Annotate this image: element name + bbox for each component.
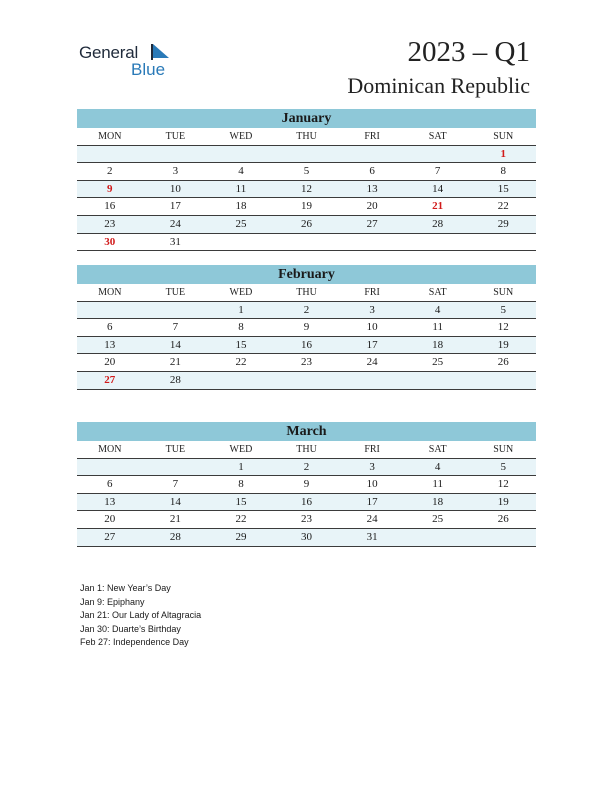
day-cell: 15 [235, 495, 247, 508]
week-row [77, 494, 536, 512]
week-row [77, 459, 536, 477]
weekday-label: THU [296, 287, 317, 298]
day-cell: 5 [500, 303, 506, 316]
day-cell: 24 [169, 217, 181, 230]
day-cell: 8 [500, 165, 506, 178]
week-row [77, 319, 536, 337]
week-row [77, 146, 536, 164]
day-cell: 10 [366, 321, 378, 334]
day-cell: 30 [301, 530, 313, 543]
day-cell: 4 [434, 460, 441, 473]
empty-day-cell [208, 234, 274, 251]
day-cell: 26 [497, 513, 509, 526]
weekday-label: THU [296, 444, 317, 455]
day-cell: 7 [172, 321, 179, 334]
logo-triangle-icon [151, 44, 171, 62]
day-cell: 17 [169, 200, 181, 213]
weekday-label: TUE [165, 444, 186, 455]
empty-day-cell [143, 146, 209, 163]
empty-day-cell [339, 234, 405, 251]
day-cell: 18 [432, 495, 444, 508]
month-header: February [77, 265, 536, 284]
week-row [77, 163, 536, 181]
day-cell: 13 [366, 182, 378, 195]
day-cell: 11 [235, 182, 247, 195]
day-cell: 28 [432, 217, 444, 230]
day-cell: 19 [497, 338, 509, 351]
country-name: Dominican Republic [347, 73, 530, 98]
day-cell: 31 [169, 235, 181, 248]
day-cell: 23 [301, 356, 313, 369]
empty-day-cell [274, 234, 340, 251]
day-cell: 20 [366, 200, 378, 213]
day-cell: 15 [235, 338, 247, 351]
weeks [77, 459, 536, 547]
day-cell: 6 [107, 321, 113, 334]
weekday-label: MON [98, 444, 122, 455]
month-january [77, 109, 536, 251]
empty-day-cell [208, 146, 274, 163]
weekday-label: SUN [493, 287, 514, 298]
empty-day-cell [470, 529, 536, 546]
day-cell: 22 [497, 200, 509, 213]
day-cell: 11 [432, 478, 443, 491]
day-cell: 16 [104, 200, 116, 213]
day-cell: 3 [369, 460, 375, 473]
holiday-note: Jan 21: Our Lady of Altagracia [80, 610, 202, 620]
day-cell: 4 [238, 165, 244, 178]
weekday-label: SUN [493, 131, 514, 142]
weekday-label: SAT [428, 287, 447, 298]
day-cell: 21 [169, 513, 181, 526]
day-cell: 26 [301, 217, 313, 230]
day-cell: 12 [301, 182, 313, 195]
weekday-label: MON [98, 287, 122, 298]
day-cell: 12 [497, 478, 509, 491]
day-cell: 19 [301, 200, 313, 213]
week-row [77, 511, 536, 529]
logo-word-general: General [79, 43, 139, 62]
day-cell: 19 [497, 495, 509, 508]
week-row [77, 216, 536, 234]
empty-day-cell [274, 146, 340, 163]
day-cell: 17 [366, 338, 378, 351]
month-header: January [77, 109, 536, 128]
weeks [77, 302, 536, 390]
weeks [77, 146, 536, 252]
week-row [77, 302, 536, 320]
empty-day-cell [470, 372, 536, 389]
day-cell: 22 [235, 513, 247, 526]
week-row [77, 234, 536, 252]
holiday-day-cell: 27 [104, 373, 116, 386]
weekday-label: FRI [364, 131, 380, 142]
empty-day-cell [77, 146, 143, 163]
day-cell: 5 [500, 460, 506, 473]
weekday-label: WED [229, 131, 253, 142]
empty-day-cell [143, 302, 209, 319]
day-cell: 13 [104, 495, 116, 508]
day-cell: 27 [366, 217, 378, 230]
weekday-label: FRI [364, 444, 380, 455]
month-header: March [77, 422, 536, 441]
day-cell: 12 [497, 321, 509, 334]
month-march [77, 422, 536, 547]
day-cell: 10 [366, 478, 378, 491]
day-cell: 24 [366, 513, 378, 526]
day-cell: 9 [303, 478, 310, 491]
week-row [77, 181, 536, 199]
week-row [77, 337, 536, 355]
day-cell: 2 [107, 165, 113, 178]
weekday-label: TUE [165, 131, 186, 142]
day-cell: 10 [169, 182, 181, 195]
day-cell: 14 [169, 495, 181, 508]
empty-day-cell [405, 529, 471, 546]
holiday-note: Jan 9: Epiphany [80, 596, 145, 607]
day-cell: 27 [104, 530, 116, 543]
day-cell: 22 [235, 356, 247, 369]
day-cell: 31 [366, 530, 378, 543]
empty-day-cell [274, 372, 340, 389]
weekday-label: SAT [428, 131, 447, 142]
day-cell: 16 [301, 338, 313, 351]
day-cell: 8 [238, 321, 244, 334]
logo-word-blue: Blue [131, 60, 166, 79]
weekday-label: SAT [428, 444, 447, 455]
empty-day-cell [77, 459, 143, 476]
week-row [77, 354, 536, 372]
empty-day-cell [77, 302, 143, 319]
holiday-note: Jan 30: Duarte’s Birthday [80, 623, 181, 634]
weekday-label: THU [296, 131, 317, 142]
weekday-header-row [77, 128, 536, 146]
week-row [77, 529, 536, 547]
empty-day-cell [339, 372, 405, 389]
day-cell: 3 [369, 303, 375, 316]
weekday-header-row [77, 284, 536, 302]
day-cell: 14 [169, 338, 181, 351]
day-cell: 15 [497, 182, 509, 195]
empty-day-cell [405, 234, 471, 251]
holiday-day-cell: 30 [104, 235, 116, 248]
day-cell: 13 [104, 338, 116, 351]
weekday-label: MON [98, 131, 122, 142]
empty-day-cell [208, 372, 274, 389]
empty-day-cell [143, 459, 209, 476]
day-cell: 18 [235, 200, 247, 213]
day-cell: 29 [497, 217, 509, 230]
day-cell: 17 [366, 495, 378, 508]
holiday-notes [80, 582, 201, 650]
day-cell: 4 [434, 303, 441, 316]
day-cell: 26 [497, 356, 509, 369]
day-cell: 28 [169, 373, 181, 386]
week-row [77, 372, 536, 390]
empty-day-cell [405, 146, 471, 163]
day-cell: 6 [369, 165, 375, 178]
day-cell: 21 [169, 356, 181, 369]
page-title: 2023 – Q1 [407, 36, 530, 68]
weekday-label: SUN [493, 444, 514, 455]
day-cell: 20 [104, 513, 116, 526]
day-cell: 29 [235, 530, 247, 543]
holiday-day-cell: 9 [107, 182, 113, 195]
day-cell: 9 [303, 321, 310, 334]
empty-day-cell [339, 146, 405, 163]
empty-day-cell [405, 372, 471, 389]
day-cell: 6 [107, 478, 113, 491]
day-cell: 20 [104, 356, 116, 369]
day-cell: 2 [303, 460, 310, 473]
holiday-day-cell: 1 [500, 147, 506, 160]
day-cell: 18 [432, 338, 444, 351]
weekday-header-row [77, 441, 536, 459]
holiday-day-cell: 21 [432, 200, 444, 213]
day-cell: 25 [432, 356, 444, 369]
day-cell: 14 [432, 182, 444, 195]
holiday-note: Jan 1: New Year’s Day [80, 583, 171, 593]
day-cell: 2 [303, 303, 310, 316]
weekday-label: FRI [364, 287, 380, 298]
day-cell: 7 [172, 478, 179, 491]
day-cell: 7 [434, 165, 441, 178]
day-cell: 1 [238, 303, 244, 316]
weekday-label: WED [229, 287, 253, 298]
day-cell: 11 [432, 321, 443, 334]
day-cell: 25 [235, 217, 247, 230]
day-cell: 1 [238, 460, 244, 473]
day-cell: 25 [432, 513, 444, 526]
weekday-label: WED [229, 444, 253, 455]
day-cell: 5 [303, 165, 310, 178]
day-cell: 28 [169, 530, 181, 543]
day-cell: 3 [172, 165, 179, 178]
holiday-note: Feb 27: Independence Day [80, 637, 189, 647]
month-february [77, 265, 536, 390]
day-cell: 8 [238, 478, 244, 491]
day-cell: 23 [301, 513, 313, 526]
generalblue-logo [79, 43, 179, 79]
day-cell: 24 [366, 356, 378, 369]
day-cell: 16 [301, 495, 313, 508]
weekday-label: TUE [165, 287, 186, 298]
week-row [77, 476, 536, 494]
week-row [77, 198, 536, 216]
empty-day-cell [470, 234, 536, 251]
day-cell: 23 [104, 217, 116, 230]
